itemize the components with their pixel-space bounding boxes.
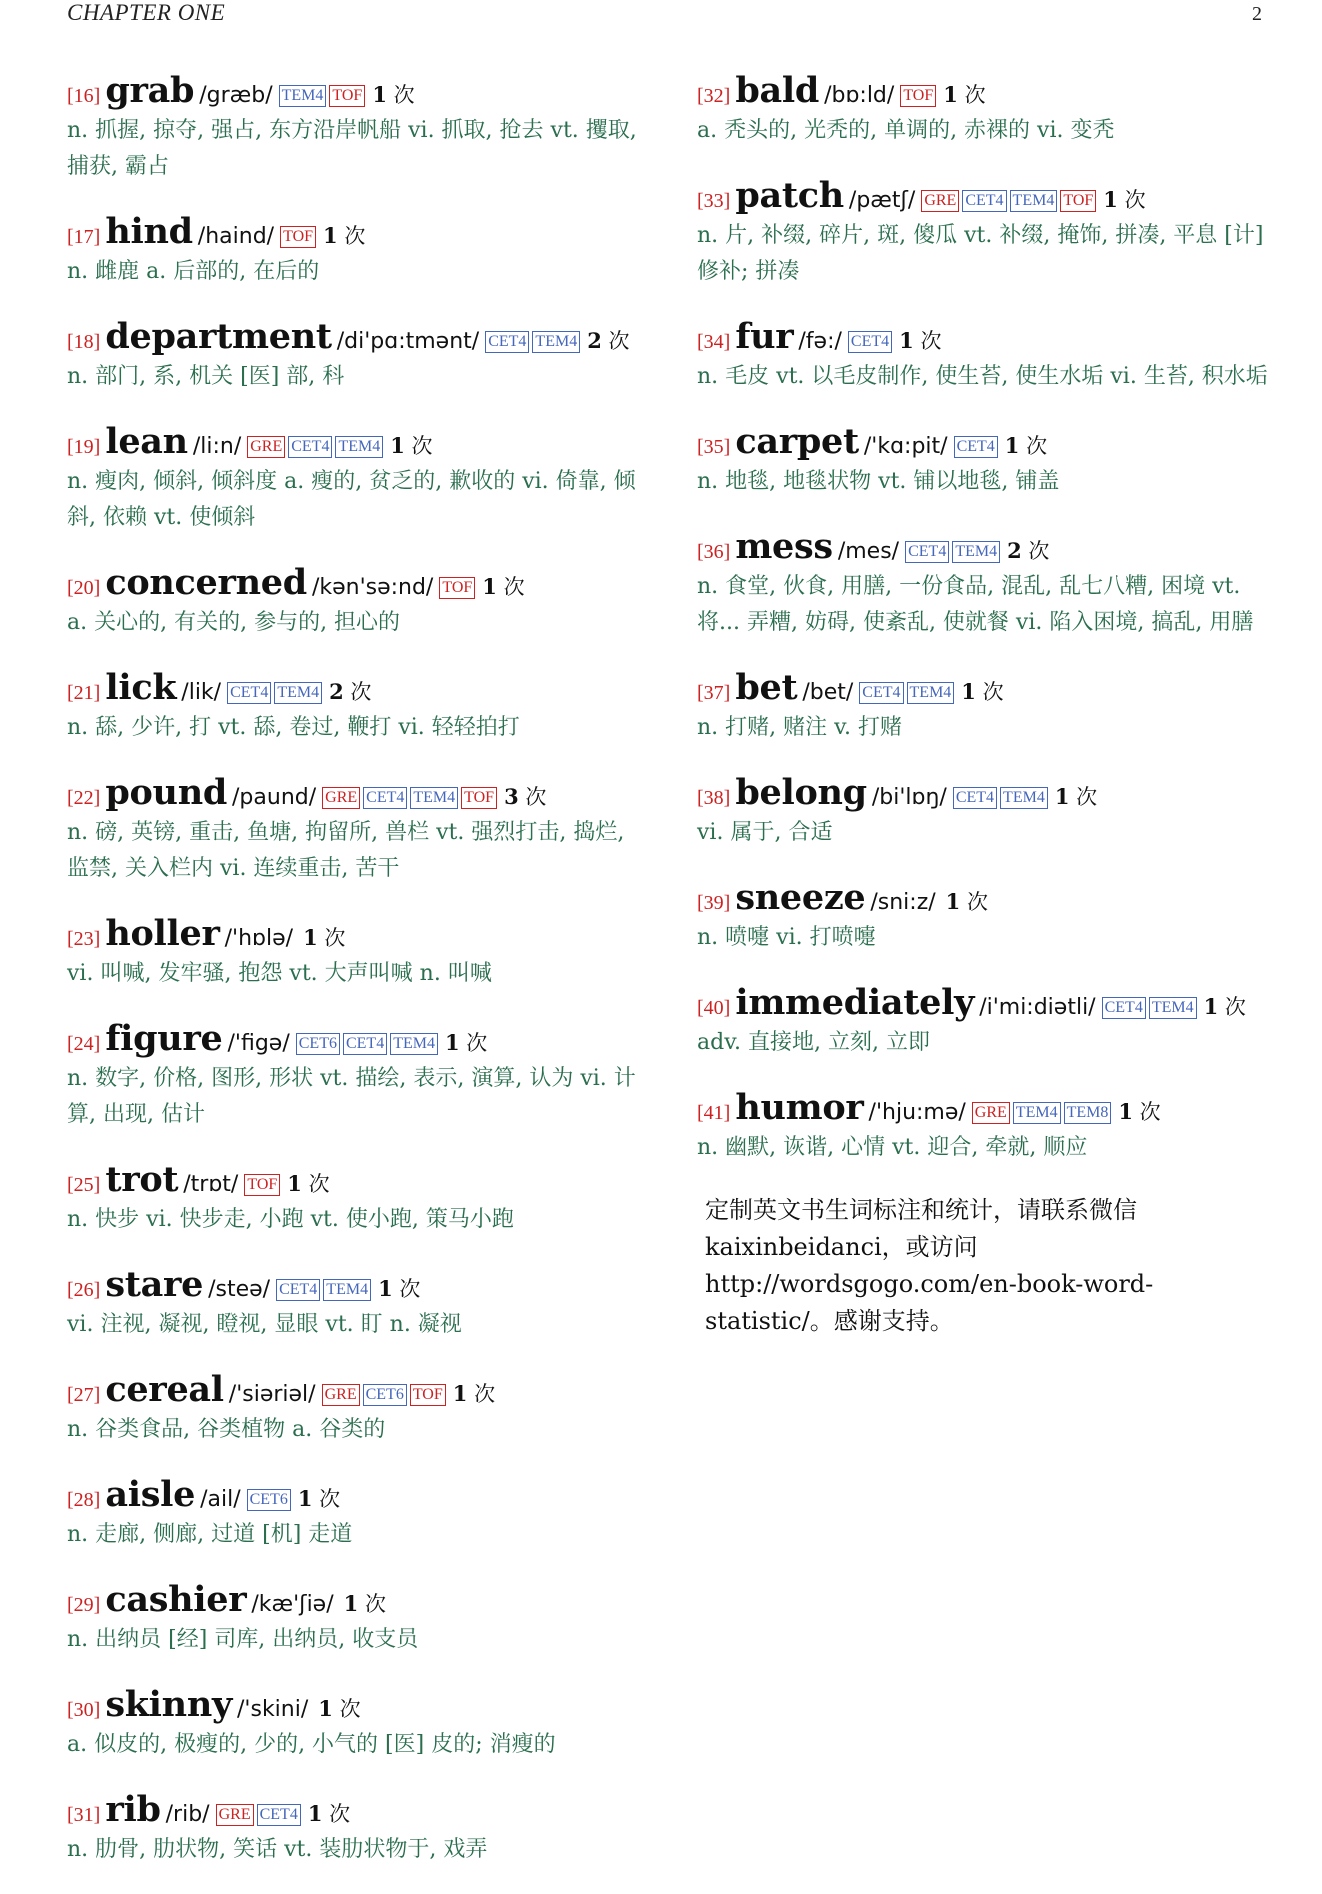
- entry-head: [67, 667, 652, 708]
- count-value: 1: [1203, 994, 1219, 1019]
- occurrence-count: [1118, 1096, 1160, 1126]
- exam-tag: TEM8: [1064, 1102, 1112, 1124]
- entry-number: [29]: [67, 1594, 101, 1616]
- exam-tag: TEM4: [1149, 997, 1197, 1019]
- definition: vi. 叫喊, 发牢骚, 抱怨 vt. 大声叫喊 n. 叫喊: [67, 961, 492, 986]
- count-value: 2: [587, 328, 602, 353]
- occurrence-count: [298, 1483, 340, 1513]
- exam-tag: GRE: [322, 787, 360, 809]
- occurrence-count: [1204, 991, 1246, 1021]
- chapter-title: CHAPTER ONE: [67, 0, 226, 25]
- entry-number: [17]: [67, 226, 101, 248]
- headword: cashier: [105, 1579, 247, 1620]
- count-value: 1: [307, 1801, 323, 1826]
- entry-number: [25]: [67, 1174, 101, 1196]
- entry-head: [67, 1684, 652, 1725]
- entry-number: [18]: [67, 331, 101, 353]
- phonetic: /græb/: [199, 83, 273, 108]
- count-value: 1: [961, 679, 976, 704]
- exam-tag: CET4: [1102, 997, 1146, 1019]
- definition: vi. 属于, 合适: [697, 820, 833, 845]
- phonetic: /sni:z/: [870, 890, 936, 915]
- headword: patch: [735, 175, 844, 216]
- phonetic: /haind/: [197, 224, 275, 249]
- phonetic: /bet/: [802, 680, 854, 705]
- exam-tag: TOF: [244, 1174, 280, 1196]
- exam-tag: TEM4: [323, 1279, 371, 1301]
- exam-tag: TOF: [329, 85, 365, 107]
- count-value: 1: [1103, 187, 1118, 212]
- phonetic: /steə/: [208, 1277, 271, 1302]
- occurrence-count: [1007, 535, 1049, 565]
- exam-tag: CET6: [247, 1489, 291, 1511]
- count-unit: 次: [393, 83, 415, 107]
- entry-head: [697, 772, 1277, 813]
- entry-number: [40]: [697, 997, 731, 1019]
- right-column: [697, 70, 1277, 1340]
- occurrence-count: [943, 79, 985, 109]
- entry-head: [697, 877, 1277, 918]
- exam-tag: GRE: [216, 1804, 254, 1826]
- phonetic: /'kɑ:pit/: [863, 434, 948, 459]
- exam-tag: CET4: [954, 436, 998, 458]
- entry-head: [67, 913, 652, 954]
- entry-number: [16]: [67, 85, 101, 107]
- count-unit: 次: [329, 1802, 351, 1826]
- exam-tag: TEM4: [335, 436, 383, 458]
- exam-tag: TOF: [900, 85, 936, 107]
- phonetic: /'skini/: [237, 1697, 309, 1722]
- occurrence-count: [453, 1378, 495, 1408]
- exam-tag: TEM4: [907, 682, 955, 704]
- exam-tag: CET4: [953, 787, 997, 809]
- headword: grab: [105, 70, 195, 111]
- entry-number: [36]: [697, 541, 731, 563]
- occurrence-count: [946, 886, 988, 916]
- count-value: 1: [945, 889, 961, 914]
- definition: n. 喷嚏 vi. 打喷嚏: [697, 925, 876, 950]
- exam-tag: CET4: [288, 436, 332, 458]
- definition: n. 瘦肉, 倾斜, 倾斜度 a. 瘦的, 贫乏的, 歉收的 vi. 倚靠, 倾斜, 依赖 vt. 使倾斜: [67, 469, 636, 530]
- exam-tag: TEM4: [390, 1033, 438, 1055]
- entry-head: [697, 667, 1277, 708]
- vocab-entry: [697, 316, 1277, 395]
- headword: department: [105, 316, 332, 357]
- count-unit: 次: [466, 1031, 488, 1055]
- count-value: 1: [1054, 784, 1070, 809]
- count-unit: 次: [319, 1487, 341, 1511]
- phonetic: /bɒ:ld/: [824, 83, 895, 108]
- count-unit: 次: [1026, 434, 1048, 458]
- count-value: 1: [452, 1381, 468, 1406]
- promo-note: 定制英文书生词标注和统计，请联系微信 kaixinbeidanci，或访问 http://wordsgogo.com/en-book-word-statistic/。感谢支持。: [705, 1196, 1154, 1335]
- occurrence-count: [323, 220, 365, 250]
- phonetic: /fə:/: [798, 329, 842, 354]
- exam-tag: TOF: [439, 577, 475, 599]
- vocab-entry: [67, 70, 652, 185]
- count-unit: 次: [525, 785, 547, 809]
- vocab-entry: [67, 1789, 652, 1868]
- exam-tag: CET6: [296, 1033, 340, 1055]
- count-value: 1: [303, 925, 318, 950]
- count-unit: 次: [966, 890, 988, 914]
- count-value: 1: [943, 82, 958, 107]
- count-unit: 次: [411, 434, 433, 458]
- exam-tag: CET4: [905, 541, 949, 563]
- count-unit: 次: [1139, 1100, 1161, 1124]
- exam-tag: CET4: [257, 1804, 301, 1826]
- phonetic: /'figə/: [227, 1031, 290, 1056]
- entry-number: [30]: [67, 1699, 101, 1721]
- count-unit: 次: [982, 680, 1004, 704]
- exam-tag: TEM4: [410, 787, 458, 809]
- exam-tag: GRE: [921, 190, 959, 212]
- exam-tag: CET6: [363, 1384, 407, 1406]
- occurrence-count: [287, 1168, 329, 1198]
- count-value: 1: [1004, 433, 1020, 458]
- entry-head: [67, 421, 652, 462]
- exam-tag: TEM4: [279, 85, 327, 107]
- entry-number: [27]: [67, 1384, 101, 1406]
- count-value: 1: [323, 223, 338, 248]
- phonetic: /kən'sə:nd/: [311, 575, 434, 600]
- count-unit: 次: [350, 680, 372, 704]
- count-value: 2: [1007, 538, 1022, 563]
- count-value: 1: [372, 82, 387, 107]
- occurrence-count: [390, 430, 432, 460]
- entry-head: [697, 982, 1277, 1023]
- definition: n. 抓握, 掠夺, 强占, 东方沿岸帆船 vi. 抓取, 抢去 vt. 攫取, 捕获, 霸占: [67, 118, 637, 179]
- count-unit: 次: [364, 1592, 386, 1616]
- vocab-entry: [697, 175, 1277, 290]
- count-value: 1: [378, 1276, 393, 1301]
- entry-number: [19]: [67, 436, 101, 458]
- vocab-entry: [67, 1684, 652, 1763]
- count-unit: 次: [308, 1172, 330, 1196]
- definition: n. 雌鹿 a. 后部的, 在后的: [67, 259, 320, 284]
- entry-number: [32]: [697, 85, 731, 107]
- vocab-entry: [67, 211, 652, 290]
- definition: n. 舔, 少许, 打 vt. 舔, 卷过, 鞭打 vi. 轻轻拍打: [67, 715, 520, 740]
- headword: rib: [105, 1789, 161, 1830]
- definition: n. 快步 vi. 快步走, 小跑 vt. 使小跑, 策马小跑: [67, 1207, 514, 1232]
- occurrence-count: [318, 1693, 360, 1723]
- entry-number: [35]: [697, 436, 731, 458]
- headword: stare: [105, 1264, 204, 1305]
- entry-number: [20]: [67, 577, 101, 599]
- exam-tag: CET4: [227, 682, 271, 704]
- exam-tag: CET4: [848, 331, 892, 353]
- entry-head: [697, 175, 1277, 216]
- count-unit: 次: [1076, 785, 1098, 809]
- count-unit: 次: [324, 926, 346, 950]
- headword: humor: [735, 1087, 864, 1128]
- vocab-entry: [67, 421, 652, 536]
- exam-tag: TEM4: [274, 682, 322, 704]
- headword: bet: [735, 667, 798, 708]
- entry-number: [31]: [67, 1804, 101, 1826]
- definition: n. 打赌, 赌注 v. 打赌: [697, 715, 902, 740]
- entry-number: [39]: [697, 892, 731, 914]
- entry-number: [34]: [697, 331, 731, 353]
- definition: n. 磅, 英镑, 重击, 鱼塘, 拘留所, 兽栏 vt. 强烈打击, 捣烂, 监禁, 关入栏内 vi. 连续重击, 苦干: [67, 820, 625, 881]
- entry-head: [67, 1579, 652, 1620]
- occurrence-count: [329, 676, 371, 706]
- entry-head: [67, 316, 652, 357]
- count-unit: 次: [1224, 995, 1246, 1019]
- exam-tag: TOF: [461, 787, 497, 809]
- vocab-entry: [67, 562, 652, 641]
- definition: vi. 注视, 凝视, 瞪视, 显眼 vt. 盯 n. 凝视: [67, 1312, 462, 1337]
- occurrence-count: [587, 325, 629, 355]
- entry-head: [67, 772, 652, 813]
- exam-tag: CET4: [962, 190, 1006, 212]
- occurrence-count: [378, 1273, 420, 1303]
- entry-number: [21]: [67, 682, 101, 704]
- count-value: 1: [482, 574, 497, 599]
- count-value: 1: [318, 1696, 333, 1721]
- vocab-entry: [67, 1159, 652, 1238]
- exam-tag: TEM4: [1013, 1102, 1061, 1124]
- occurrence-count: [344, 1588, 386, 1618]
- vocab-entry: [67, 1579, 652, 1658]
- headword: aisle: [105, 1474, 196, 1515]
- definition: adv. 直接地, 立刻, 立即: [697, 1030, 930, 1055]
- count-value: 1: [899, 328, 914, 353]
- entry-number: [33]: [697, 190, 731, 212]
- vocab-entry: [67, 772, 652, 887]
- left-column: [67, 70, 652, 1894]
- occurrence-count: [1055, 781, 1097, 811]
- entry-head: [67, 1159, 652, 1200]
- exam-tag: CET4: [485, 331, 529, 353]
- exam-tag: TEM4: [1010, 190, 1058, 212]
- entry-head: [67, 211, 652, 252]
- entry-head: [697, 1087, 1277, 1128]
- definition: n. 食堂, 伙食, 用膳, 一份食品, 混乱, 乱七八糟, 困境 vt. 将... 弄糟, 妨碍, 使紊乱, 使就餐 vi. 陷入困境, 搞乱, 用膳: [697, 574, 1254, 635]
- definition: a. 关心的, 有关的, 参与的, 担心的: [67, 610, 401, 635]
- vocab-entry: [67, 1474, 652, 1553]
- phonetic: /lik/: [181, 680, 222, 705]
- headword: lean: [105, 421, 188, 462]
- vocab-entry: [697, 667, 1277, 746]
- phonetic: /trɒt/: [183, 1172, 239, 1197]
- count-unit: 次: [339, 1697, 361, 1721]
- vocab-entry: [697, 1087, 1277, 1166]
- headword: cereal: [105, 1369, 224, 1410]
- vocab-entry: [697, 421, 1277, 500]
- exam-tag: GRE: [972, 1102, 1010, 1124]
- definition: a. 似皮的, 极瘦的, 少的, 小气的 [医] 皮的; 消瘦的: [67, 1732, 556, 1757]
- count-unit: 次: [1124, 188, 1146, 212]
- count-unit: 次: [1028, 539, 1050, 563]
- entry-number: [38]: [697, 787, 731, 809]
- vocab-entry: [67, 1369, 652, 1448]
- phonetic: /paund/: [232, 785, 317, 810]
- definition: n. 片, 补缀, 碎片, 斑, 傻瓜 vt. 补缀, 掩饰, 拼凑, 平息 [计] 修补; 拼凑: [697, 223, 1264, 284]
- page-number: 2: [1252, 3, 1262, 25]
- headword: mess: [735, 526, 833, 567]
- count-value: 1: [343, 1591, 359, 1616]
- headword: belong: [735, 772, 867, 813]
- headword: lick: [105, 667, 177, 708]
- entry-number: [23]: [67, 928, 101, 950]
- headword: carpet: [735, 421, 859, 462]
- count-unit: 次: [474, 1382, 496, 1406]
- vocab-entry: [697, 877, 1277, 956]
- headword: skinny: [105, 1684, 233, 1725]
- count-unit: 次: [920, 329, 942, 353]
- exam-tag: GRE: [322, 1384, 360, 1406]
- vocab-entry: [67, 667, 652, 746]
- phonetic: /rib/: [165, 1802, 210, 1827]
- definition: n. 走廊, 侧廊, 过道 [机] 走道: [67, 1522, 353, 1547]
- entry-head: [697, 526, 1277, 567]
- headword: sneeze: [735, 877, 866, 918]
- headword: trot: [105, 1159, 179, 1200]
- definition: n. 肋骨, 肋状物, 笑话 vt. 装肋状物于, 戏弄: [67, 1837, 488, 1862]
- vocab-entry: [697, 70, 1277, 149]
- occurrence-count: [899, 325, 941, 355]
- occurrence-count: [504, 781, 546, 811]
- count-unit: 次: [608, 329, 630, 353]
- count-unit: 次: [399, 1277, 421, 1301]
- headword: fur: [735, 316, 794, 357]
- entry-head: [67, 1369, 652, 1410]
- vocab-entry: [67, 316, 652, 395]
- entry-head: [697, 421, 1277, 462]
- phonetic: /i'mi:diətli/: [979, 995, 1096, 1020]
- occurrence-count: [372, 79, 414, 109]
- count-value: 1: [1118, 1099, 1133, 1124]
- exam-tag: TEM4: [532, 331, 580, 353]
- entry-head: [67, 1264, 652, 1305]
- occurrence-count: [308, 1798, 350, 1828]
- vocab-entry: [697, 526, 1277, 641]
- entry-head: [67, 1789, 652, 1830]
- headword: bald: [735, 70, 820, 111]
- headword: holler: [105, 913, 220, 954]
- entry-head: [697, 70, 1277, 111]
- exam-tag: CET4: [276, 1279, 320, 1301]
- exam-tag: TEM4: [952, 541, 1000, 563]
- phonetic: /'hju:mə/: [868, 1100, 966, 1125]
- entry-head: [697, 316, 1277, 357]
- phonetic: /ail/: [200, 1487, 241, 1512]
- definition: n. 部门, 系, 机关 [医] 部, 科: [67, 364, 345, 389]
- definition: n. 地毯, 地毯状物 vt. 铺以地毯, 铺盖: [697, 469, 1060, 494]
- entry-number: [41]: [697, 1102, 731, 1124]
- exam-tag: CET4: [363, 787, 407, 809]
- phonetic: /li:n/: [192, 434, 242, 459]
- entry-head: [67, 1018, 652, 1059]
- headword: concerned: [105, 562, 307, 603]
- headword: hind: [105, 211, 193, 252]
- count-unit: 次: [964, 83, 986, 107]
- exam-tag: TOF: [1060, 190, 1096, 212]
- count-value: 2: [329, 679, 344, 704]
- count-unit: 次: [503, 575, 525, 599]
- definition: n. 数字, 价格, 图形, 形状 vt. 描绘, 表示, 演算, 认为 vi. 计算, 出现, 估计: [67, 1066, 636, 1127]
- exam-tag: CET4: [343, 1033, 387, 1055]
- headword: figure: [105, 1018, 223, 1059]
- definition: n. 谷类食品, 谷类植物 a. 谷类的: [67, 1417, 386, 1442]
- count-value: 1: [444, 1030, 460, 1055]
- phonetic: /bi'lɒŋ/: [871, 785, 947, 810]
- entry-head: [67, 1474, 652, 1515]
- vocab-entry: [67, 913, 652, 992]
- exam-tag: CET4: [859, 682, 903, 704]
- definition: n. 幽默, 诙谐, 心情 vt. 迎合, 牵就, 顺应: [697, 1135, 1088, 1160]
- occurrence-count: [445, 1027, 487, 1057]
- entry-number: [22]: [67, 787, 101, 809]
- headword: pound: [105, 772, 228, 813]
- entry-number: [28]: [67, 1489, 101, 1511]
- phonetic: /pætʃ/: [848, 188, 916, 213]
- phonetic: /'siəriəl/: [228, 1382, 316, 1407]
- phonetic: /kæ'ʃiə/: [251, 1592, 334, 1617]
- count-value: 1: [390, 433, 405, 458]
- definition: a. 秃头的, 光秃的, 单调的, 赤裸的 vi. 变秃: [697, 118, 1115, 143]
- phonetic: /'hɒlə/: [224, 926, 294, 951]
- entry-head: [67, 562, 652, 603]
- exam-tag: GRE: [247, 436, 285, 458]
- occurrence-count: [1103, 184, 1145, 214]
- phonetic: /mes/: [837, 539, 900, 564]
- definition: n. 毛皮 vt. 以毛皮制作, 使生苔, 使生水垢 vi. 生苔, 积水垢: [697, 364, 1268, 389]
- occurrence-count: [961, 676, 1003, 706]
- entry-number: [24]: [67, 1033, 101, 1055]
- exam-tag: TEM4: [1000, 787, 1048, 809]
- occurrence-count: [482, 571, 524, 601]
- entry-head: [67, 70, 652, 111]
- vocab-entry: [697, 982, 1277, 1061]
- vocab-entry: [697, 772, 1277, 851]
- exam-tag: TOF: [280, 226, 316, 248]
- exam-tag: TOF: [410, 1384, 446, 1406]
- entry-number: [26]: [67, 1279, 101, 1301]
- count-value: 1: [287, 1171, 302, 1196]
- definition: n. 出纳员 [经] 司库, 出纳员, 收支员: [67, 1627, 419, 1652]
- entry-number: [37]: [697, 682, 731, 704]
- count-value: 1: [297, 1486, 313, 1511]
- occurrence-count: [1005, 430, 1047, 460]
- phonetic: /di'pɑ:tmənt/: [336, 329, 480, 354]
- occurrence-count: [303, 922, 345, 952]
- count-unit: 次: [344, 224, 366, 248]
- count-value: 3: [504, 784, 519, 809]
- vocab-entry: [67, 1018, 652, 1133]
- vocab-entry: [67, 1264, 652, 1343]
- headword: immediately: [735, 982, 975, 1023]
